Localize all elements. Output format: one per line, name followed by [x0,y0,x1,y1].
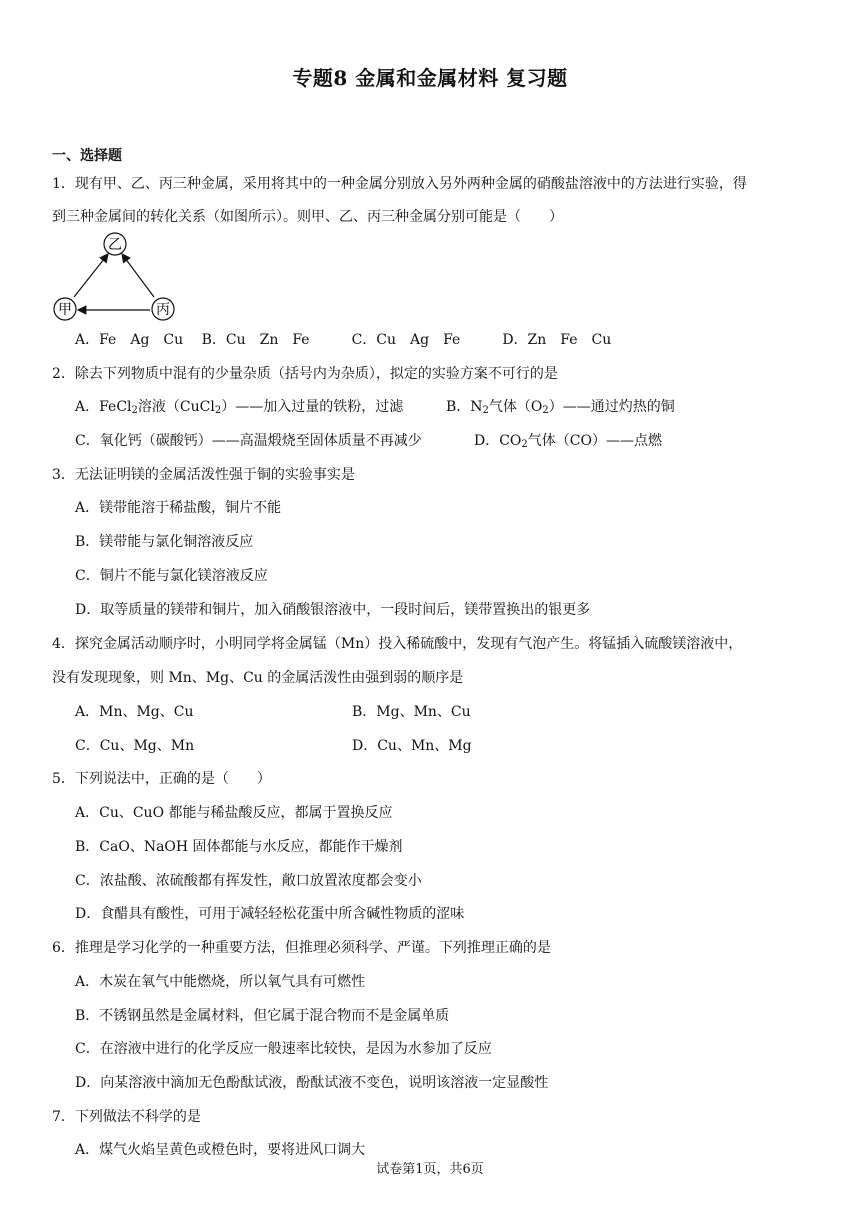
q6-option-c: C．在溶液中进行的化学反应一般速率比较快，是因为水参加了反应 [75,1041,492,1057]
q5-option-b: B．CaO、NaOH 固体都能与水反应，都能作干燥剂 [75,839,403,855]
node-bing-label: 丙 [156,302,170,318]
q3-option-d: D．取等质量的镁带和铜片，加入硝酸银溶液中，一段时间后，镁带置换出的银更多 [75,602,591,618]
q6-option-d: D．向某溶液中滴加无色酚酞试液，酚酞试液不变色，说明该溶液一定显酸性 [75,1075,549,1091]
arrow-jia-to-yi [74,254,108,297]
q7-stem: 7．下列做法不科学的是 [52,1109,201,1125]
q4-stem-line1: 4．探究金属活动顺序时，小明同学将金属锰（Mn）投入稀硫酸中，发现有气泡产生。将锰插入硫酸镁溶液中， [52,636,743,652]
q3-option-a: A．镁带能溶于稀盐酸，铜片不能 [75,500,282,516]
q2-option-d: D．$CO_2$气体（CO）——点燃 [474,433,662,450]
q5-stem: 5．下列说法中，正确的是（ ） [52,771,271,787]
page-footer: 试卷第1页，共6页 [376,1162,484,1177]
q4-option-d: D．Cu、Mn、Mg [352,738,472,754]
q4-stem-line2: 没有发现现象，则 Mn、Mg、Cu 的金属活泼性由强到弱的顺序是 [52,670,464,686]
q4-option-c: C．Cu、Mg、Mn [75,738,195,754]
node-jia-label: 甲 [58,302,72,318]
q1-stem-line2: 到三种金属间的转化关系（如图所示）。则甲、乙、丙三种金属分别可能是（ ） [52,209,563,225]
q1-stem-line1: 1．现有甲、乙、丙三种金属，采用将其中的一种金属分别放入另外两种金属的硝酸盐溶液中的方法进行实验，得 [52,176,747,192]
q2-option-c: C．氧化钙（碳酸钙）——高温煅烧至固体质量不再减少 [75,433,422,449]
arrow-bing-to-yi [122,254,154,297]
q2-option-a: A．FeCl$_2$溶液（CuCl$_2$）——加入过量的铁粉，过滤 [75,399,404,416]
q6-option-a: A．木炭在氧气中能燃烧，所以氧气具有可燃性 [75,974,366,990]
q1-options: A．Fe Ag Cu B．Cu Zn Fe C．Cu Ag Fe D．Zn Fe Cu [75,332,612,348]
node-yi-label: 乙 [108,237,122,253]
q5-option-a: A．Cu、CuO 都能与稀盐酸反应，都属于置换反应 [75,805,393,821]
q4-option-b: B．Mg、Mn、Cu [352,704,471,720]
q5-option-c: C．浓盐酸、浓硫酸都有挥发性，敞口放置浓度都会变小 [75,873,422,889]
q4-option-a: A．Mn、Mg、Cu [75,704,194,720]
q7-option-a: A．煤气火焰呈黄色或橙色时，要将进风口调大 [75,1142,366,1158]
q3-stem: 3．无法证明镁的金属活泼性强于铜的实验事实是 [52,467,355,483]
metal-transformation-diagram [50,230,180,325]
q5-option-d: D．食醋具有酸性，可用于减轻轻松花蛋中所含碱性物质的涩味 [75,906,465,922]
q2-stem: 2．除去下列物质中混有的少量杂质（括号内为杂质），拟定的实验方案不可行的是 [52,366,558,382]
q6-stem: 6．推理是学习化学的一种重要方法，但推理必须科学、严谨。下列推理正确的是 [52,940,551,956]
section-heading: 一、选择题 [52,148,122,164]
q6-option-b: B．不锈钢虽然是金属材料，但它属于混合物而不是金属单质 [75,1008,450,1024]
page-title: 专题8 金属和金属材料 复习题 [292,66,568,90]
q3-option-c: C．铜片不能与氯化镁溶液反应 [75,568,268,584]
q2-option-b: B．$N_2$气体$(O_2)——$通过灼热的铜 [446,399,675,416]
q3-option-b: B．镁带能与氯化铜溶液反应 [75,534,254,550]
